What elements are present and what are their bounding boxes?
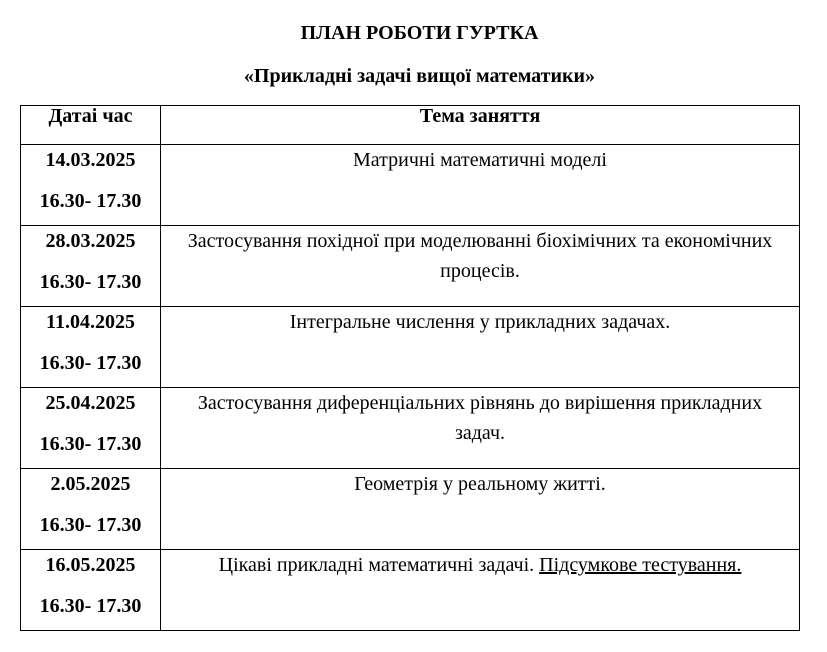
session-date: 14.03.2025 xyxy=(45,149,136,171)
session-topic: Цікаві прикладні математичні задачі. xyxy=(218,554,540,576)
table-row xyxy=(21,388,800,469)
session-time: 16.30- 17.30 xyxy=(39,271,142,293)
session-time: 16.30- 17.30 xyxy=(39,352,142,374)
session-date: 2.05.2025 xyxy=(50,473,131,495)
session-topic: Геометрія у реальному житті. xyxy=(354,473,606,495)
header-date-time: Датаі час xyxy=(21,106,161,145)
date-cell xyxy=(21,226,161,307)
session-date: 25.04.2025 xyxy=(45,392,136,414)
session-topic: Інтегральне числення у прикладних задачах. xyxy=(289,311,671,333)
final-test-note: Підсумкове тестування. xyxy=(539,554,742,576)
date-cell xyxy=(21,388,161,469)
session-topic: Застосування похідної при моделюванні біохімічних та економічних процесів. xyxy=(187,230,773,282)
topic-cell xyxy=(161,226,800,307)
table-row xyxy=(21,226,800,307)
table-row xyxy=(21,307,800,388)
topic-cell xyxy=(161,388,800,469)
session-date: 11.04.2025 xyxy=(46,311,135,333)
topic-cell xyxy=(161,307,800,388)
topic-cell xyxy=(161,145,800,226)
date-cell xyxy=(21,550,161,631)
topic-cell xyxy=(161,469,800,550)
page-subtitle: «Прикладні задачі вищої математики» xyxy=(243,65,596,87)
session-topic-wrapper xyxy=(175,550,785,580)
session-topic: Матричні математичні моделі xyxy=(353,149,607,171)
table-row xyxy=(21,145,800,226)
header-topic: Тема заняття xyxy=(161,106,800,145)
session-time: 16.30- 17.30 xyxy=(39,433,142,455)
table-header-row xyxy=(21,106,800,145)
table-row xyxy=(21,550,800,631)
schedule-table xyxy=(20,105,800,631)
session-time: 16.30- 17.30 xyxy=(39,595,142,617)
date-cell xyxy=(21,145,161,226)
topic-cell xyxy=(161,550,800,631)
session-time: 16.30- 17.30 xyxy=(39,514,142,536)
session-topic: Застосування диференціальних рівнянь до вирішення прикладних задач. xyxy=(197,392,763,444)
session-date: 28.03.2025 xyxy=(45,230,136,252)
session-date: 16.05.2025 xyxy=(45,554,136,576)
page-title: ПЛАН РОБОТИ ГУРТКА xyxy=(300,22,539,44)
date-cell xyxy=(21,469,161,550)
date-cell xyxy=(21,307,161,388)
session-time: 16.30- 17.30 xyxy=(39,190,142,212)
table-row xyxy=(21,469,800,550)
